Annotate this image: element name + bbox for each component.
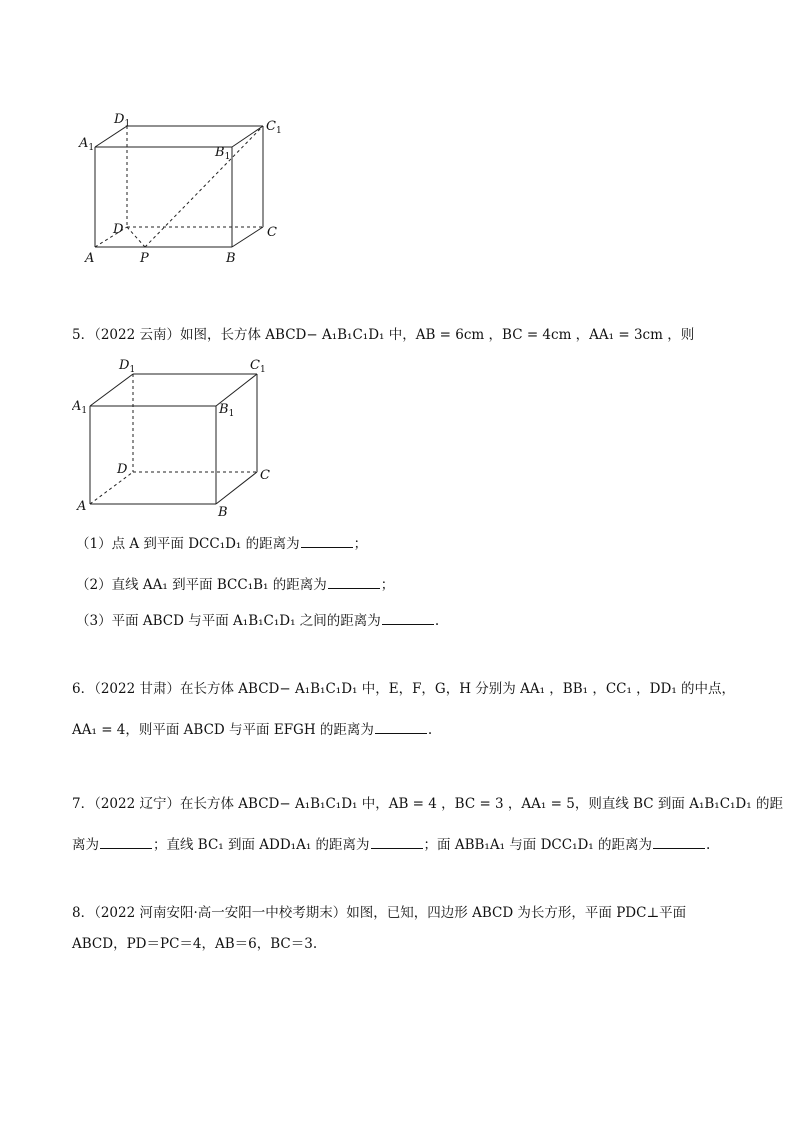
label-c: C	[267, 225, 277, 240]
answer-blank[interactable]	[653, 836, 705, 849]
q7-line2-a: 离为	[72, 837, 99, 853]
q5-sub2-end: ；	[380, 577, 395, 593]
q8-line2: ABCD，PD＝PC＝4，AB＝6，BC＝3.	[72, 936, 318, 952]
label-d: D	[113, 222, 124, 237]
q8-line1: 8．（2022 河南安阳·高一安阳一中校考期末）如图，已知，四边形 ABCD 为长方形，平面 PDC⊥平面	[72, 905, 687, 921]
q7-line2-b: ；直线 BC₁ 到面 ADD₁A₁ 的距离为	[153, 837, 370, 853]
answer-blank[interactable]	[328, 576, 380, 589]
q7-line1: 7．（2022 辽宁）在长方体 ABCD− A₁B₁C₁D₁ 中，AB = 4 ，BC = 3 ，AA₁ = 5，则直线 BC 到面 A₁B₁C₁D₁ 的距	[72, 796, 783, 812]
q5-sub1-end: ；	[353, 536, 368, 552]
q6-line1: 6．（2022 甘肃）在长方体 ABCD− A₁B₁C₁D₁ 中，E，F，G，H 分别为 AA₁ ，BB₁ ，CC₁ ，DD₁ 的中点，	[72, 681, 736, 697]
label-a1: $A_1$	[72, 399, 88, 416]
q5-sub2-text: （2）直线 AA₁ 到平面 BCC₁B₁ 的距离为	[76, 577, 327, 593]
q7-line2	[72, 836, 710, 854]
figure-box-with-point-p	[75, 110, 295, 270]
q5-sub1	[76, 535, 367, 553]
label-c1: $C_1$	[250, 358, 266, 375]
label-c1: $C_1$	[266, 119, 282, 136]
answer-blank[interactable]	[375, 721, 427, 734]
answer-blank[interactable]	[100, 836, 152, 849]
label-a: A	[77, 499, 87, 514]
q5-sub3-text: （3）平面 ABCD 与平面 A₁B₁C₁D₁ 之间的距离为	[76, 613, 381, 629]
label-d: D	[117, 462, 128, 477]
label-d1: $D_1$	[119, 358, 136, 375]
q5-sub1-text: （1）点 A 到平面 DCC₁D₁ 的距离为	[76, 536, 300, 552]
label-b1: $B_1$	[215, 145, 231, 162]
q5-sub3	[76, 612, 439, 630]
q6-line2-end: .	[427, 722, 433, 738]
label-b: B	[226, 251, 236, 266]
q7-line2-end: .	[706, 837, 711, 853]
label-a: A	[85, 251, 95, 266]
q5-sub2	[76, 576, 394, 594]
label-d1: $D_1$	[114, 112, 131, 129]
label-b1: $B_1$	[219, 402, 235, 419]
q5-stem: 5．（2022 云南）如图，长方体 ABCD− A₁B₁C₁D₁ 中，AB = 6cm ，BC = 4cm ，AA₁ = 3cm ，则	[72, 327, 695, 343]
figure-cuboid	[72, 352, 292, 524]
label-a1: $A_1$	[79, 136, 95, 153]
label-b: B	[218, 505, 228, 520]
q5-sub3-end: .	[434, 613, 440, 629]
q7-line2-c: ；面 ABB₁A₁ 与面 DCC₁D₁ 的距离为	[423, 837, 653, 853]
answer-blank[interactable]	[301, 535, 353, 548]
label-c: C	[260, 468, 270, 483]
answer-blank[interactable]	[371, 836, 423, 849]
q6-line2	[72, 721, 432, 739]
label-p: P	[140, 251, 149, 266]
q6-line2-text: AA₁ = 4，则平面 ABCD 与平面 EFGH 的距离为	[72, 722, 374, 738]
answer-blank[interactable]	[382, 612, 434, 625]
